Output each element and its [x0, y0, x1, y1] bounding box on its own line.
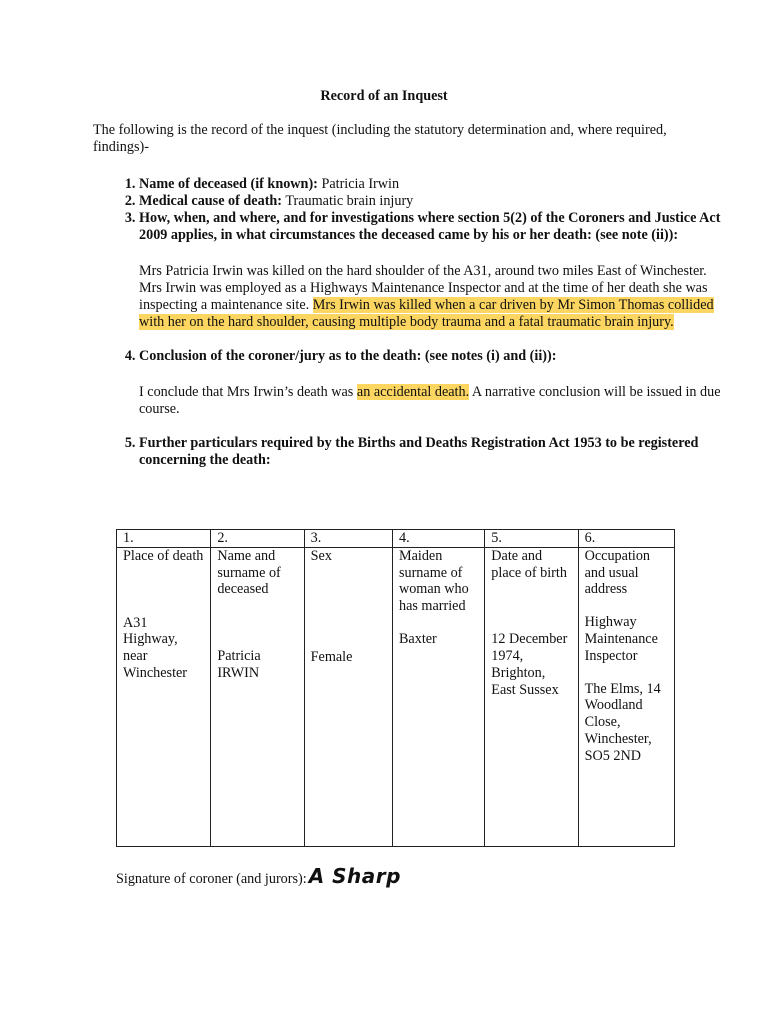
list-item-how-when-where — [139, 210, 729, 331]
cell-value: Baxter — [398, 630, 437, 647]
cell-value: Highway Maintenance Inspector — [584, 614, 658, 664]
name-cell — [211, 547, 304, 846]
name-of-deceased-value: Patricia Irwin — [321, 176, 400, 192]
list-item-name-of-deceased — [139, 176, 729, 193]
list-item-medical-cause — [139, 193, 729, 210]
column-number: 4. — [392, 530, 484, 548]
column-number: 5. — [485, 530, 578, 548]
column-header: Sex — [310, 547, 332, 564]
signature-label: Signature of coroner (and jurors): — [116, 871, 307, 887]
column-header: Date and place of birth — [491, 547, 567, 581]
name-of-deceased-label: Name of deceased (if known): — [139, 176, 318, 192]
occupation-address-cell — [578, 547, 674, 846]
cell-value: 12 December 1974, Brighton, East Sussex — [491, 631, 568, 698]
further-particulars-label: 5. Further particulars required by the Births and Deaths Registration Act 1953 to be registered concerning the death: — [139, 435, 699, 468]
conclusion-label: 4. Conclusion of the coroner/jury as to the death: (see notes (i) and (ii)): — [139, 348, 557, 364]
medical-cause-label: Medical cause of death: — [139, 193, 283, 209]
cell-value: Female — [310, 648, 353, 665]
document-title: Record of an Inquest — [320, 88, 448, 104]
circumstances-text: Mrs Patricia Irwin was killed on the hard shoulder of the A31, around two miles East of Winchester. Mrs Irwin was employed as a Highways Maintenance Inspector and at the time of her death she was inspecting a maintenance site. — [139, 263, 708, 313]
coroner-signature: A Sharp — [308, 864, 401, 888]
intro-paragraph: The following is the record of the inquest (including the statutory determination and, where required, findings)- — [93, 122, 667, 155]
column-header: Occupation and usual address — [584, 547, 651, 598]
conclusion-paragraph — [139, 384, 729, 418]
date-place-of-birth-cell — [485, 547, 578, 846]
maiden-surname-cell — [392, 547, 484, 846]
table-number-row — [117, 530, 675, 548]
registration-table — [116, 529, 675, 847]
list-item-further-particulars — [139, 435, 729, 469]
sex-cell — [304, 547, 392, 846]
column-header: Place of death — [123, 547, 204, 564]
medical-cause-value: Traumatic brain injury — [285, 193, 414, 209]
place-of-death-cell — [117, 547, 211, 846]
column-number: 2. — [211, 530, 304, 548]
how-when-where-label: 3. How, when, and where, and for investigations where section 5(2) of the Coroners and Justice Act 2009 applies, in what circumstances the deceased came by his or her death: (see note (ii)): — [139, 210, 721, 243]
circumstances-highlight: Mrs Irwin was killed when a car driven by Mr Simon Thomas collided with her on the hard shoulder, causing multiple body trauma and a fatal traumatic brain injury. — [139, 297, 714, 330]
conclusion-text-after: A narrative conclusion will be issued in due course. — [139, 384, 721, 417]
circumstances-paragraph — [139, 263, 729, 331]
column-number: 3. — [304, 530, 392, 548]
column-header: Maiden surname of woman who has married — [398, 547, 469, 615]
column-header: Name and surname of deceased — [217, 547, 281, 598]
column-number: 1. — [117, 530, 211, 548]
column-number: 6. — [578, 530, 674, 548]
usual-address: The Elms, 14 Woodland Close, Winchester, SO5 2ND — [584, 680, 661, 764]
conclusion-text-before: I conclude that Mrs Irwin’s death was — [139, 384, 357, 400]
particulars-list — [93, 176, 729, 469]
list-item-conclusion — [139, 348, 729, 418]
conclusion-highlight: an accidental death. — [356, 384, 470, 400]
signature-line — [116, 864, 616, 888]
cell-value: A31 Highway, near Winchester — [123, 614, 188, 681]
cell-value: Patricia IRWIN — [217, 648, 261, 681]
table-row — [117, 547, 675, 846]
